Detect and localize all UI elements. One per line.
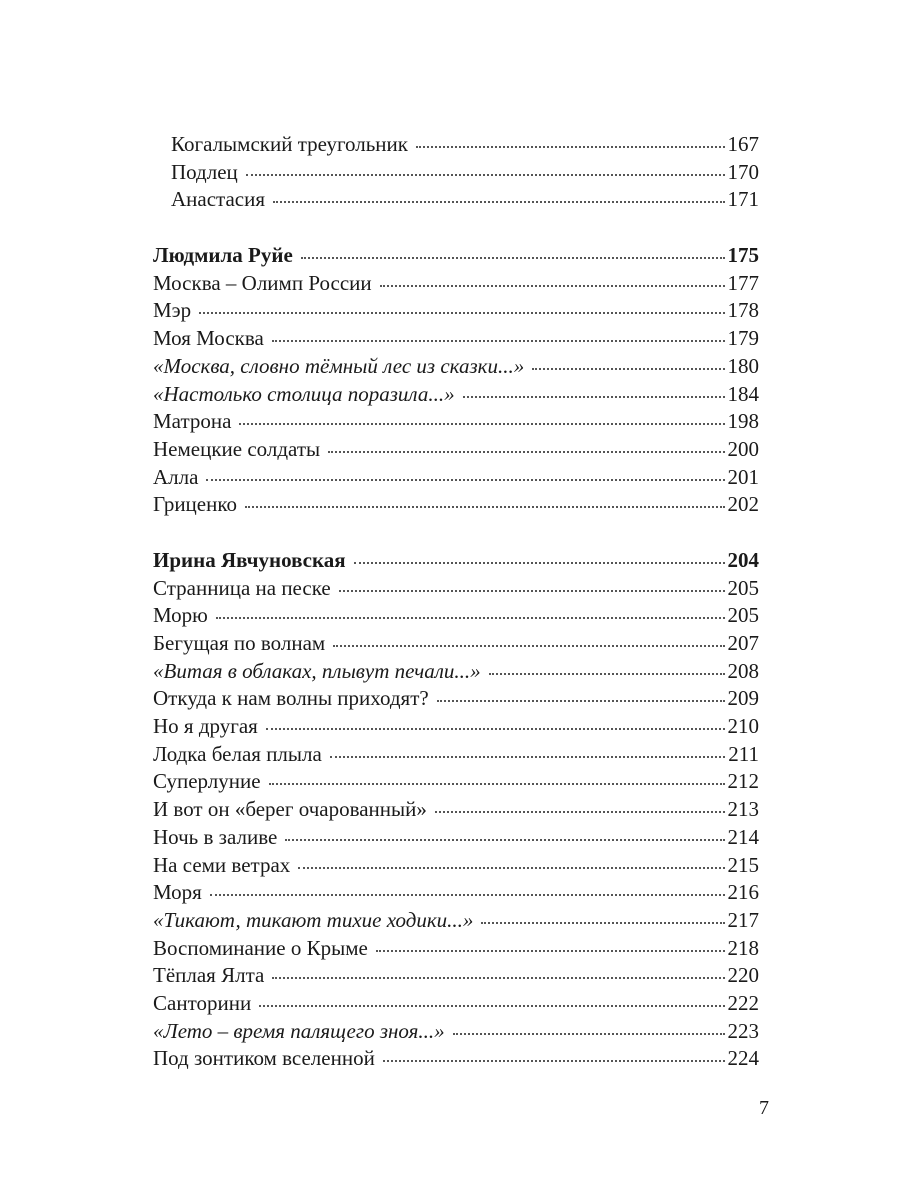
toc-entry-title: Гриценко <box>153 492 237 517</box>
toc-entry[interactable] <box>153 685 759 713</box>
leader-dots <box>463 396 725 398</box>
toc-entry-title: Ночь в заливе <box>153 824 278 849</box>
toc-entry-title: Мэр <box>153 298 192 323</box>
toc-entry-page: 211 <box>728 741 759 766</box>
toc-entry-title: «Тикают, тикают тихие ходики...» <box>153 907 474 932</box>
toc-entry-title: Подлец <box>171 159 238 184</box>
leader-dots <box>285 839 724 841</box>
toc-entry-page: 201 <box>727 464 759 489</box>
toc-entry-title: Немецкие солдаты <box>153 436 321 461</box>
toc-entry-page: 216 <box>727 880 759 905</box>
toc-entry[interactable] <box>153 464 759 492</box>
toc-entry-title: Воспоминание о Крыме <box>153 935 368 960</box>
leader-dots <box>266 728 725 730</box>
author-page: 204 <box>727 547 759 572</box>
leader-dots <box>210 894 725 896</box>
toc-entry-title: И вот он «берег очарованный» <box>153 797 427 822</box>
toc-entry-page: 209 <box>727 686 759 711</box>
toc-entry-page: 218 <box>727 935 759 960</box>
toc-entry[interactable] <box>153 353 759 381</box>
toc-entry-title: Санторини <box>153 990 252 1015</box>
toc-entry-page: 207 <box>727 631 759 655</box>
toc-entry[interactable] <box>153 575 759 603</box>
toc-entry-page: 167 <box>727 132 759 156</box>
toc-entry-page: 177 <box>727 270 759 295</box>
leader-dots <box>272 340 725 342</box>
table-of-contents <box>153 131 759 1101</box>
author-page: 175 <box>727 243 759 268</box>
toc-entry-title: Под зонтиком вселенной <box>153 1046 375 1071</box>
toc-entry-page: 224 <box>727 1046 759 1071</box>
toc-entry-title: Матрона <box>153 409 232 434</box>
leader-dots <box>199 312 724 314</box>
toc-entry-page: 184 <box>727 381 759 406</box>
toc-entry-page: 223 <box>727 1018 759 1043</box>
toc-entry-title: Но я другая <box>153 714 258 739</box>
toc-entry-page: 205 <box>727 575 759 600</box>
toc-entry[interactable] <box>153 159 759 187</box>
toc-entry-title: Бегущая по волнам <box>153 631 326 655</box>
toc-entry[interactable] <box>153 602 759 630</box>
leader-dots <box>333 645 724 647</box>
toc-entry[interactable] <box>153 796 759 824</box>
toc-entry[interactable] <box>153 879 759 907</box>
toc-entry[interactable] <box>153 852 759 880</box>
toc-entry-title: «Настолько столица поразила...» <box>153 381 455 406</box>
leader-dots <box>437 700 725 702</box>
toc-entry-title: Странница на песке <box>153 575 331 600</box>
page-number: 7 <box>759 1097 769 1119</box>
leader-dots <box>239 423 724 425</box>
toc-entry-page: 202 <box>727 492 759 517</box>
toc-entry[interactable] <box>153 297 759 325</box>
leader-dots <box>328 451 724 453</box>
leader-dots <box>246 174 725 176</box>
toc-entry[interactable] <box>153 325 759 353</box>
toc-entry[interactable] <box>153 186 759 214</box>
leader-dots <box>206 479 724 481</box>
leader-dots <box>489 673 725 675</box>
toc-entry-page: 213 <box>727 797 759 822</box>
toc-entry-title: Алла <box>153 464 199 489</box>
toc-entry[interactable] <box>153 1045 759 1073</box>
toc-entry-page: 198 <box>727 409 759 434</box>
toc-entry-page: 214 <box>727 824 759 849</box>
toc-entry-page: 180 <box>727 353 759 378</box>
toc-entry[interactable] <box>153 741 759 769</box>
toc-entry[interactable] <box>153 658 759 686</box>
toc-entry-page: 200 <box>727 436 759 461</box>
toc-entry-title: Морю <box>153 603 208 628</box>
author-name: Ирина Явчуновская <box>153 547 346 572</box>
leader-dots <box>453 1033 725 1035</box>
toc-entry-title: Тёплая Ялта <box>153 963 265 988</box>
toc-section-author <box>153 547 759 1073</box>
leader-dots <box>216 617 725 619</box>
toc-entry-page: 215 <box>727 852 759 877</box>
toc-entry[interactable] <box>153 990 759 1018</box>
toc-entry-title: Откуда к нам волны приходят? <box>153 686 429 711</box>
toc-entry[interactable] <box>153 381 759 409</box>
toc-entry[interactable] <box>153 436 759 464</box>
toc-entry-page: 178 <box>727 298 759 323</box>
toc-entry-title: Москва – Олимп России <box>153 270 372 295</box>
toc-entry[interactable] <box>153 270 759 298</box>
leader-dots <box>298 867 724 869</box>
toc-entry-page: 217 <box>727 907 759 932</box>
toc-entry[interactable] <box>153 131 759 159</box>
leader-dots <box>269 783 725 785</box>
toc-author-heading[interactable] <box>153 547 759 575</box>
leader-dots <box>330 756 725 758</box>
toc-entry-page: 205 <box>727 603 759 628</box>
leader-dots <box>339 590 725 592</box>
toc-entry[interactable] <box>153 1018 759 1046</box>
leader-dots <box>383 1060 725 1062</box>
leader-dots <box>481 922 724 924</box>
toc-entry-title: «Витая в облаках, плывут печали...» <box>153 658 481 683</box>
toc-entry-page: 210 <box>727 714 759 739</box>
leader-dots <box>273 201 724 203</box>
toc-section-author <box>153 242 759 519</box>
leader-dots <box>272 977 724 979</box>
toc-entry[interactable] <box>153 907 759 935</box>
toc-entry[interactable] <box>153 408 759 436</box>
toc-entry-title: На семи ветрах <box>153 852 291 877</box>
leader-dots <box>245 506 725 508</box>
leader-dots <box>354 562 725 564</box>
toc-entry-page: 222 <box>727 990 759 1015</box>
leader-dots <box>259 1005 724 1007</box>
toc-entry-title: Суперлуние <box>153 769 261 794</box>
leader-dots <box>435 811 725 813</box>
toc-entry[interactable] <box>153 935 759 963</box>
toc-entry[interactable] <box>153 962 759 990</box>
toc-entry-title: «Москва, словно тёмный лес из сказки...» <box>153 353 525 378</box>
toc-entry-page: 170 <box>727 159 759 184</box>
toc-entry[interactable] <box>153 824 759 852</box>
leader-dots <box>376 950 725 952</box>
leader-dots <box>532 368 724 370</box>
toc-entry-title: «Лето – время палящего зноя...» <box>153 1018 445 1043</box>
toc-entry[interactable] <box>153 630 759 658</box>
author-name: Людмила Руйе <box>153 243 293 268</box>
toc-entry[interactable] <box>153 713 759 741</box>
toc-entry-page: 171 <box>727 187 759 212</box>
toc-entry-title: Лодка белая плыла <box>153 741 322 766</box>
toc-entry-title: Моря <box>153 880 202 905</box>
toc-entry-title: Анастасия <box>171 187 266 212</box>
toc-author-heading[interactable] <box>153 242 759 270</box>
toc-entry[interactable] <box>153 768 759 796</box>
toc-section-continued <box>153 131 759 214</box>
leader-dots <box>416 146 725 148</box>
toc-entry-page: 212 <box>727 769 759 794</box>
toc-entry-page: 179 <box>727 326 759 351</box>
toc-entry-title: Моя Москва <box>153 326 264 351</box>
leader-dots <box>301 257 725 259</box>
leader-dots <box>380 285 725 287</box>
toc-entry-page: 220 <box>727 963 759 988</box>
toc-entry[interactable] <box>153 491 759 519</box>
toc-entry-title: Когалымский треугольник <box>171 132 408 156</box>
toc-entry-page: 208 <box>727 658 759 683</box>
